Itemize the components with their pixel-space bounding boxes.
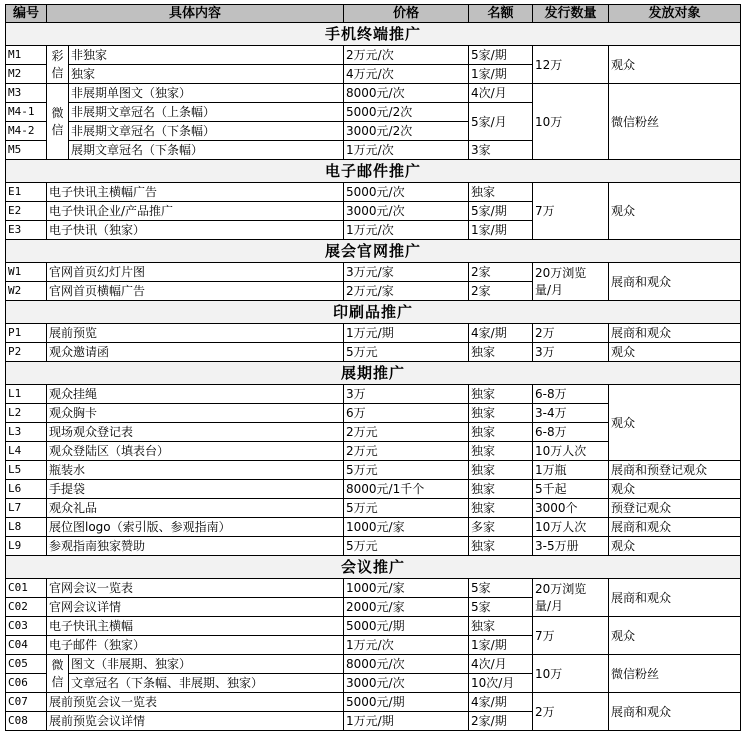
section-onsite — [6, 362, 741, 385]
row-target: 微信粉丝 — [609, 655, 741, 693]
row-item: 展前预览会议详情 — [47, 712, 344, 731]
header-target: 发放对象 — [609, 5, 741, 23]
row-quota: 独家 — [469, 537, 533, 556]
section-title: 展会官网推广 — [6, 240, 741, 263]
table-row — [6, 499, 741, 518]
row-quota: 4次/月 — [469, 84, 533, 103]
row-quota: 2家/期 — [469, 712, 533, 731]
row-quantity: 2万 — [533, 324, 609, 343]
row-quota: 5家 — [469, 598, 533, 617]
row-code: P2 — [6, 343, 47, 362]
row-item: 电子邮件（独家） — [47, 636, 344, 655]
row-quantity: 10万人次 — [533, 518, 609, 537]
row-code: M2 — [6, 65, 47, 84]
row-price: 2万元 — [344, 423, 469, 442]
row-item: 电子快讯（独家） — [47, 221, 344, 240]
row-item: 官网会议详情 — [47, 598, 344, 617]
row-price: 3万 — [344, 385, 469, 404]
row-price: 1万元/次 — [344, 141, 469, 160]
row-quota: 独家 — [469, 499, 533, 518]
row-price: 8000元/次 — [344, 84, 469, 103]
table-row — [6, 263, 741, 282]
row-price: 4万元/次 — [344, 65, 469, 84]
row-target: 观众 — [609, 343, 741, 362]
row-price: 1万元/期 — [344, 324, 469, 343]
row-quantity: 10万人次 — [533, 442, 609, 461]
section-print — [6, 301, 741, 324]
row-code: L2 — [6, 404, 47, 423]
row-quota: 独家 — [469, 385, 533, 404]
row-quota: 3家 — [469, 141, 533, 160]
row-price: 3000元/次 — [344, 202, 469, 221]
row-item: 瓶装水 — [47, 461, 344, 480]
row-price: 3000元/2次 — [344, 122, 469, 141]
row-code: W2 — [6, 282, 47, 301]
row-item: 展期文章冠名（下条幅） — [69, 141, 344, 160]
row-price: 5万元 — [344, 343, 469, 362]
header-row — [6, 5, 741, 23]
row-quota: 5家/期 — [469, 46, 533, 65]
row-price: 1万元/期 — [344, 712, 469, 731]
table-row — [6, 518, 741, 537]
row-code: L6 — [6, 480, 47, 499]
row-price: 2万元/次 — [344, 46, 469, 65]
row-item: 电子快讯主横幅 — [47, 617, 344, 636]
row-quantity: 6-8万 — [533, 423, 609, 442]
section-title: 印刷品推广 — [6, 301, 741, 324]
row-quota: 1家/期 — [469, 65, 533, 84]
row-quota: 独家 — [469, 183, 533, 202]
row-code: L9 — [6, 537, 47, 556]
row-code: L8 — [6, 518, 47, 537]
row-code: E3 — [6, 221, 47, 240]
row-price: 2万元/家 — [344, 282, 469, 301]
row-item: 观众邀请函 — [47, 343, 344, 362]
row-target: 观众 — [609, 617, 741, 655]
row-price: 5000元/期 — [344, 617, 469, 636]
qty-line2: 量/月 — [535, 598, 564, 613]
row-quota: 多家 — [469, 518, 533, 537]
row-target: 展商和观众 — [609, 518, 741, 537]
table-row — [6, 655, 741, 674]
row-quota: 独家 — [469, 617, 533, 636]
row-price: 3000元/次 — [344, 674, 469, 693]
row-price: 6万 — [344, 404, 469, 423]
row-price: 5万元 — [344, 537, 469, 556]
row-quantity: 7万 — [533, 183, 609, 240]
group-label-wechat: 微信 — [47, 84, 69, 160]
row-price: 2万元 — [344, 442, 469, 461]
header-quantity: 发行数量 — [533, 5, 609, 23]
row-item: 图文（非展期、独家） — [69, 655, 344, 674]
row-price: 5万元 — [344, 461, 469, 480]
row-price: 5000元/期 — [344, 693, 469, 712]
table-row — [6, 693, 741, 712]
row-quota: 10次/月 — [469, 674, 533, 693]
group-label-mms: 彩信 — [47, 46, 69, 84]
table-row — [6, 461, 741, 480]
row-item: 非独家 — [69, 46, 344, 65]
row-price: 5000元/2次 — [344, 103, 469, 122]
row-code: L5 — [6, 461, 47, 480]
row-target: 展商和预登记观众 — [609, 461, 741, 480]
row-item: 非展期文章冠名（下条幅） — [69, 122, 344, 141]
row-price: 8000元/1千个 — [344, 480, 469, 499]
section-email — [6, 160, 741, 183]
row-item: 展前预览会议一览表 — [47, 693, 344, 712]
row-price: 5万元 — [344, 499, 469, 518]
table-row — [6, 324, 741, 343]
row-target: 观众 — [609, 385, 741, 461]
row-quantity: 2万 — [533, 693, 609, 731]
row-target: 展商和观众 — [609, 693, 741, 731]
row-item: 展位图logo（索引版、参观指南） — [47, 518, 344, 537]
row-quantity: 5千起 — [533, 480, 609, 499]
section-title: 手机终端推广 — [6, 23, 741, 46]
promotion-price-table — [5, 4, 741, 731]
row-code: E2 — [6, 202, 47, 221]
row-quota: 独家 — [469, 442, 533, 461]
qty-line1: 20万浏览 — [535, 265, 587, 280]
row-quota: 独家 — [469, 423, 533, 442]
row-code: W1 — [6, 263, 47, 282]
row-code: C04 — [6, 636, 47, 655]
row-target: 微信粉丝 — [609, 84, 741, 160]
row-quota: 5家/月 — [469, 103, 533, 141]
qty-line2: 量/月 — [535, 282, 564, 297]
row-quota: 2家 — [469, 282, 533, 301]
row-code: C03 — [6, 617, 47, 636]
row-code: L3 — [6, 423, 47, 442]
row-quantity: 7万 — [533, 617, 609, 655]
row-quota: 4家/期 — [469, 324, 533, 343]
row-target: 展商和观众 — [609, 324, 741, 343]
row-quantity: 3-5万册 — [533, 537, 609, 556]
row-item: 电子快讯企业/产品推广 — [47, 202, 344, 221]
row-quantity: 12万 — [533, 46, 609, 84]
row-item: 独家 — [69, 65, 344, 84]
section-website — [6, 240, 741, 263]
row-item: 文章冠名（下条幅、非展期、独家） — [69, 674, 344, 693]
row-target: 展商和观众 — [609, 263, 741, 301]
group-label-wechat: 微信 — [47, 655, 69, 693]
row-code: C07 — [6, 693, 47, 712]
row-target: 展商和观众 — [609, 579, 741, 617]
row-code: M3 — [6, 84, 47, 103]
row-item: 展前预览 — [47, 324, 344, 343]
row-quota: 4次/月 — [469, 655, 533, 674]
section-conference — [6, 556, 741, 579]
section-title: 电子邮件推广 — [6, 160, 741, 183]
table-row — [6, 385, 741, 404]
row-code: M5 — [6, 141, 47, 160]
row-code: C05 — [6, 655, 47, 674]
row-code: M4-2 — [6, 122, 47, 141]
row-item: 官网首页幻灯片图 — [47, 263, 344, 282]
table-row — [6, 343, 741, 362]
row-code: M1 — [6, 46, 47, 65]
table-row — [6, 617, 741, 636]
table-row — [6, 579, 741, 598]
row-price: 3万元/家 — [344, 263, 469, 282]
row-item: 观众登陆区（填表台） — [47, 442, 344, 461]
row-price: 2000元/家 — [344, 598, 469, 617]
qty-line1: 20万浏览 — [535, 581, 587, 596]
row-item: 非展期单图文（独家） — [69, 84, 344, 103]
row-code: L4 — [6, 442, 47, 461]
row-price: 1000元/家 — [344, 518, 469, 537]
row-quantity: 10万 — [533, 655, 609, 693]
row-item: 观众挂绳 — [47, 385, 344, 404]
row-quantity: 10万 — [533, 84, 609, 160]
row-target: 观众 — [609, 46, 741, 84]
row-item: 官网首页横幅广告 — [47, 282, 344, 301]
header-content: 具体内容 — [47, 5, 344, 23]
row-code: P1 — [6, 324, 47, 343]
row-price: 1万元/次 — [344, 221, 469, 240]
row-quota: 独家 — [469, 404, 533, 423]
row-quota: 独家 — [469, 461, 533, 480]
table-row — [6, 183, 741, 202]
header-price: 价格 — [344, 5, 469, 23]
row-code: E1 — [6, 183, 47, 202]
section-mobile — [6, 23, 741, 46]
row-target: 观众 — [609, 183, 741, 240]
row-quantity — [533, 263, 609, 301]
table-row — [6, 46, 741, 65]
row-item: 手提袋 — [47, 480, 344, 499]
row-code: C01 — [6, 579, 47, 598]
row-quota: 5家/期 — [469, 202, 533, 221]
row-item: 官网会议一览表 — [47, 579, 344, 598]
row-item: 现场观众登记表 — [47, 423, 344, 442]
table-row — [6, 537, 741, 556]
row-code: C06 — [6, 674, 47, 693]
row-quota: 独家 — [469, 343, 533, 362]
row-quota: 独家 — [469, 480, 533, 499]
row-item: 参观指南独家赞助 — [47, 537, 344, 556]
row-quantity: 3000个 — [533, 499, 609, 518]
row-code: L1 — [6, 385, 47, 404]
row-price: 1万元/次 — [344, 636, 469, 655]
table-row — [6, 84, 741, 103]
section-title: 会议推广 — [6, 556, 741, 579]
row-quantity: 1万瓶 — [533, 461, 609, 480]
row-target: 预登记观众 — [609, 499, 741, 518]
row-code: M4-1 — [6, 103, 47, 122]
row-item: 电子快讯主横幅广告 — [47, 183, 344, 202]
row-target: 观众 — [609, 537, 741, 556]
row-item: 非展期文章冠名（上条幅） — [69, 103, 344, 122]
row-quota: 2家 — [469, 263, 533, 282]
section-title: 展期推广 — [6, 362, 741, 385]
table-row — [6, 480, 741, 499]
row-code: C02 — [6, 598, 47, 617]
row-price: 8000元/次 — [344, 655, 469, 674]
row-target: 观众 — [609, 480, 741, 499]
row-item: 观众礼品 — [47, 499, 344, 518]
row-item: 观众胸卡 — [47, 404, 344, 423]
row-price: 5000元/次 — [344, 183, 469, 202]
row-quota: 4家/期 — [469, 693, 533, 712]
row-quota: 1家/期 — [469, 221, 533, 240]
row-code: L7 — [6, 499, 47, 518]
row-quota: 5家 — [469, 579, 533, 598]
row-quantity: 3万 — [533, 343, 609, 362]
row-code: C08 — [6, 712, 47, 731]
header-code: 编号 — [6, 5, 47, 23]
row-quantity: 6-8万 — [533, 385, 609, 404]
row-quantity — [533, 579, 609, 617]
row-quota: 1家/期 — [469, 636, 533, 655]
row-price: 1000元/家 — [344, 579, 469, 598]
header-quota: 名额 — [469, 5, 533, 23]
row-quantity: 3-4万 — [533, 404, 609, 423]
